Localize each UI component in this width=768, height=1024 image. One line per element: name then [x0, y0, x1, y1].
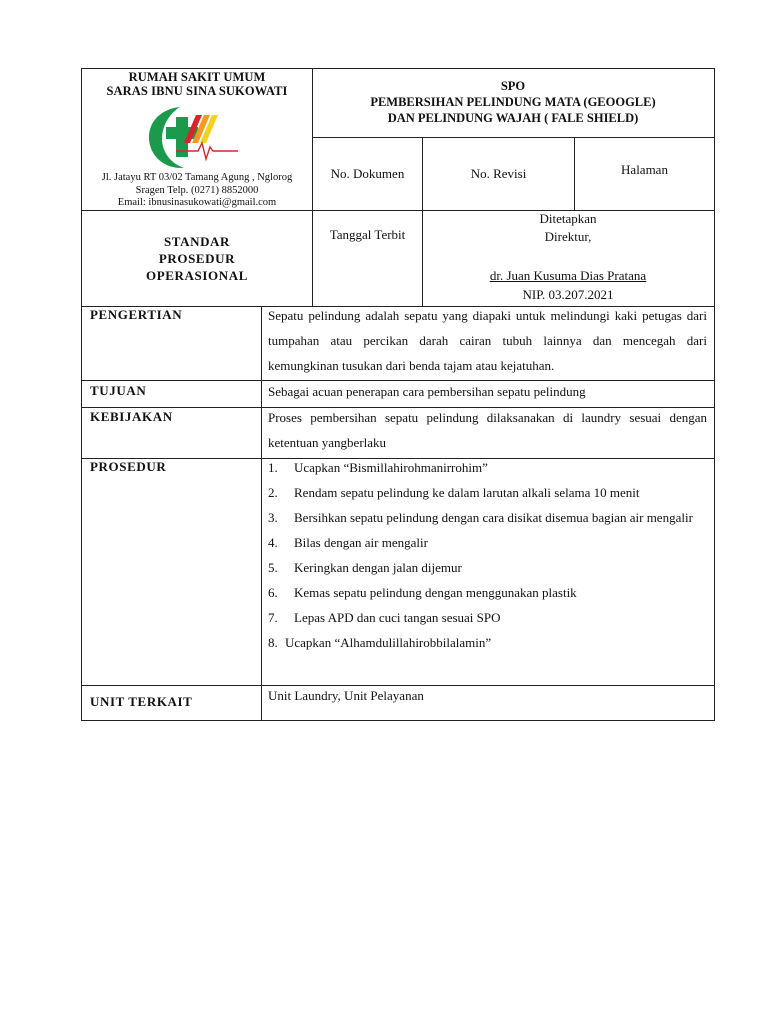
- kebijakan-text: Proses pembersihan sepatu pelindung dilaksanakan di laundry sesuai dengan ketentuan yangberlaku: [268, 410, 707, 450]
- prosedur-label-cell: [81, 458, 262, 686]
- unit-terkait-label: UNIT TERKAIT: [90, 694, 193, 709]
- halaman-label: Halaman: [621, 162, 668, 177]
- no-revisi-label: No. Revisi: [470, 166, 527, 181]
- step-text: Lepas APD dan cuci tangan sesuai SPO: [294, 610, 501, 625]
- tanggal-terbit-label: Tanggal Terbit: [329, 227, 406, 242]
- step-number: 6.: [268, 585, 278, 600]
- prosedur-steps: [261, 455, 714, 655]
- hospital-address: [82, 172, 312, 210]
- prosedur-step: [268, 630, 707, 655]
- hospital-name: [82, 70, 312, 98]
- spo-title-line2: PEMBERSIHAN PELINDUNG MATA (GEOOGLE): [370, 95, 656, 109]
- hospital-logo-icon: [146, 103, 240, 171]
- hospital-email: Email: ibnusinasukowati@gmail.com: [117, 197, 277, 208]
- spo-title: [312, 78, 714, 126]
- step-text: Bilas dengan air mengalir: [294, 535, 428, 550]
- director-name: dr. Juan Kusuma Dias Pratana: [489, 268, 647, 283]
- spo-title-line1: SPO: [500, 79, 526, 93]
- tanggal-terbit-cell: [312, 210, 423, 307]
- tujuan-text: Sebagai acuan penerapan cara pembersihan sepatu pelindung: [268, 384, 586, 399]
- step-text: Rendam sepatu pelindung ke dalam larutan alkali selama 10 menit: [294, 485, 640, 500]
- step-number: 7.: [268, 610, 278, 625]
- approval-block: [422, 210, 714, 302]
- sop-label-line3: OPERASIONAL: [146, 268, 248, 283]
- step-number: 4.: [268, 535, 278, 550]
- tujuan-label: TUJUAN: [90, 383, 147, 398]
- prosedur-list: [268, 455, 707, 655]
- direktur-label: Direktur,: [544, 229, 592, 244]
- step-number: 8.: [268, 635, 278, 650]
- step-number: 5.: [268, 560, 278, 575]
- prosedur-step: [268, 580, 707, 605]
- hospital-name-line1: RUMAH SAKIT UMUM: [128, 70, 266, 84]
- pengertian-text: Sepatu pelindung adalah sepatu yang diapaki untuk melindungi kaki petugas dari tumpahan atau percikan darah cairan tubuh lainnya dan mencegah dari kemungkinan tusukan dari benda tajam atau kejatuhan.: [268, 308, 707, 373]
- step-text: Kemas sepatu pelindung dengan menggunakan plastik: [294, 585, 577, 600]
- prosedur-step: [268, 530, 707, 555]
- prosedur-step: [268, 555, 707, 580]
- prosedur-step: [268, 455, 707, 480]
- kebijakan-label: KEBIJAKAN: [90, 409, 173, 424]
- address-line2: Sragen Telp. (0271) 8852000: [135, 184, 259, 196]
- step-text: Ucapkan “Bismillahirohmanirrohim”: [294, 460, 488, 475]
- step-number: 2.: [268, 485, 278, 500]
- step-number: 1.: [268, 460, 278, 475]
- no-dokumen-label: No. Dokumen: [330, 166, 405, 181]
- prosedur-step: [268, 505, 707, 530]
- spo-title-line3: DAN PELINDUNG WAJAH ( FALE SHIELD): [387, 111, 639, 125]
- step-text: Bersihkan sepatu pelindung dengan cara disikat disemua bagian air mengalir: [294, 510, 693, 525]
- pengertian-label: PENGERTIAN: [90, 307, 183, 322]
- unit-terkait-text: Unit Laundry, Unit Pelayanan: [268, 688, 424, 703]
- sop-label-line1: STANDAR: [163, 234, 231, 249]
- prosedur-step: [268, 480, 707, 505]
- step-text: Ucapkan “Alhamdulillahirobbilalamin”: [285, 635, 492, 650]
- director-nip: NIP. 03.207.2021: [522, 287, 614, 302]
- address-line1: Jl. Jatayu RT 03/02 Tamang Agung , Nglorog: [101, 172, 293, 183]
- prosedur-label: PROSEDUR: [90, 459, 167, 474]
- hospital-name-line2: SARAS IBNU SINA SUKOWATI: [106, 84, 288, 98]
- sop-label: [82, 233, 312, 284]
- step-number: 3.: [268, 510, 278, 525]
- step-text: Keringkan dengan jalan dijemur: [294, 560, 462, 575]
- sop-label-line2: PROSEDUR: [158, 251, 236, 266]
- ditetapkan-label: Ditetapkan: [539, 211, 597, 226]
- prosedur-step: [268, 605, 707, 630]
